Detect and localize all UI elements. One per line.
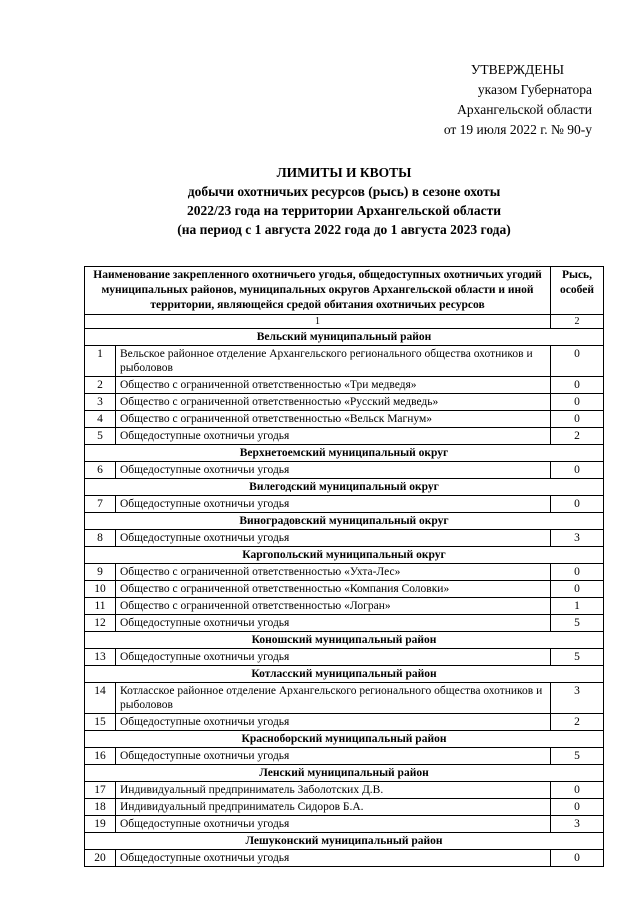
row-value: 3 xyxy=(551,816,604,833)
row-number: 18 xyxy=(85,799,116,816)
column-number-1: 1 xyxy=(85,315,551,329)
row-value: 5 xyxy=(551,615,604,632)
title-line-2: добычи охотничьих ресурсов (рысь) в сезоне охоты xyxy=(187,184,501,199)
row-number: 11 xyxy=(85,598,116,615)
table-row xyxy=(85,530,604,547)
table-header-row xyxy=(85,267,604,315)
table-row xyxy=(85,394,604,411)
row-number: 1 xyxy=(85,346,116,377)
row-number: 8 xyxy=(85,530,116,547)
region-row xyxy=(85,666,604,683)
row-value: 0 xyxy=(551,496,604,513)
region-name: Вельский муниципальный район xyxy=(85,329,604,346)
row-number: 4 xyxy=(85,411,116,428)
row-name: Индивидуальный предприниматель Заболотских Д.В. xyxy=(116,782,551,799)
table-row xyxy=(85,782,604,799)
row-value: 3 xyxy=(551,683,604,714)
table-row xyxy=(85,748,604,765)
title-line-1: ЛИМИТЫ И КВОТЫ xyxy=(276,165,412,180)
row-value: 1 xyxy=(551,598,604,615)
row-number: 17 xyxy=(85,782,116,799)
region-name: Лешуконский муниципальный район xyxy=(85,833,604,850)
row-number: 12 xyxy=(85,615,116,632)
row-name: Общедоступные охотничьи угодья xyxy=(116,714,551,731)
row-name: Общедоступные охотничьи угодья xyxy=(116,428,551,445)
table-row xyxy=(85,377,604,394)
row-name: Общедоступные охотничьи угодья xyxy=(116,649,551,666)
region-name: Каргопольский муниципальный округ xyxy=(85,547,604,564)
table-row xyxy=(85,683,604,714)
row-value: 0 xyxy=(551,462,604,479)
region-row xyxy=(85,513,604,530)
approval-line-decree: указом Губернатора xyxy=(477,82,592,97)
row-name: Общедоступные охотничьи угодья xyxy=(116,816,551,833)
row-name: Общество с ограниченной ответственностью «Логран» xyxy=(116,598,551,615)
approval-line-date: от 19 июля 2022 г. № 90-у xyxy=(443,122,592,137)
approval-line-region: Архангельской области xyxy=(457,102,592,117)
row-value: 2 xyxy=(551,714,604,731)
row-number: 2 xyxy=(85,377,116,394)
row-value: 0 xyxy=(551,346,604,377)
table-row xyxy=(85,564,604,581)
region-row xyxy=(85,632,604,649)
row-value: 3 xyxy=(551,530,604,547)
row-name: Общество с ограниченной ответственностью «Компания Соловки» xyxy=(116,581,551,598)
header-value: Рысь, особей xyxy=(551,267,604,315)
row-number: 10 xyxy=(85,581,116,598)
row-value: 0 xyxy=(551,850,604,867)
row-value: 2 xyxy=(551,428,604,445)
row-number: 5 xyxy=(85,428,116,445)
quota-table xyxy=(84,266,604,867)
region-name: Виноградовский муниципальный округ xyxy=(85,513,604,530)
region-row xyxy=(85,445,604,462)
region-name: Коношский муниципальный район xyxy=(85,632,604,649)
region-row xyxy=(85,731,604,748)
table-row xyxy=(85,649,604,666)
row-name: Общество с ограниченной ответственностью «Ухта-Лес» xyxy=(116,564,551,581)
row-name: Общедоступные охотничьи угодья xyxy=(116,496,551,513)
row-number: 19 xyxy=(85,816,116,833)
table-row xyxy=(85,581,604,598)
row-value: 0 xyxy=(551,377,604,394)
table-row xyxy=(85,346,604,377)
row-name: Общедоступные охотничьи угодья xyxy=(116,530,551,547)
region-name: Котласский муниципальный район xyxy=(85,666,604,683)
row-name: Котласское районное отделение Архангельского регионального общества охотников и рыболовов xyxy=(116,683,551,714)
region-row xyxy=(85,833,604,850)
table-row xyxy=(85,714,604,731)
table-body xyxy=(85,329,604,867)
row-value: 0 xyxy=(551,799,604,816)
column-number-row xyxy=(85,315,604,329)
row-name: Индивидуальный предприниматель Сидоров Б.А. xyxy=(116,799,551,816)
row-name: Общедоступные охотничьи угодья xyxy=(116,615,551,632)
region-name: Вилегодский муниципальный округ xyxy=(85,479,604,496)
row-name: Общедоступные охотничьи угодья xyxy=(116,748,551,765)
row-value: 0 xyxy=(551,564,604,581)
row-name: Общедоступные охотничьи угодья xyxy=(116,850,551,867)
table-row xyxy=(85,411,604,428)
row-number: 16 xyxy=(85,748,116,765)
column-number-2: 2 xyxy=(551,315,604,329)
row-name: Вельское районное отделение Архангельского регионального общества охотников и рыболовов xyxy=(116,346,551,377)
table-row xyxy=(85,496,604,513)
region-name: Ленский муниципальный район xyxy=(85,765,604,782)
row-name: Общество с ограниченной ответственностью «Русский медведь» xyxy=(116,394,551,411)
row-value: 5 xyxy=(551,649,604,666)
row-value: 0 xyxy=(551,581,604,598)
row-value: 0 xyxy=(551,394,604,411)
table-row xyxy=(85,428,604,445)
table-row xyxy=(85,850,604,867)
region-row xyxy=(85,329,604,346)
row-number: 15 xyxy=(85,714,116,731)
row-value: 5 xyxy=(551,748,604,765)
approval-block xyxy=(372,60,592,140)
document-title xyxy=(84,163,604,239)
table-row xyxy=(85,816,604,833)
region-row xyxy=(85,547,604,564)
row-value: 0 xyxy=(551,411,604,428)
row-value: 0 xyxy=(551,782,604,799)
table-row xyxy=(85,598,604,615)
table-row xyxy=(85,462,604,479)
row-name: Общедоступные охотничьи угодья xyxy=(116,462,551,479)
table-row xyxy=(85,615,604,632)
region-name: Верхнетоемский муниципальный округ xyxy=(85,445,604,462)
row-number: 6 xyxy=(85,462,116,479)
region-row xyxy=(85,479,604,496)
title-line-3: 2022/23 года на территории Архангельской области xyxy=(186,203,502,218)
region-name: Красноборский муниципальный район xyxy=(85,731,604,748)
row-number: 20 xyxy=(85,850,116,867)
region-row xyxy=(85,765,604,782)
row-name: Общество с ограниченной ответственностью «Вельск Магнум» xyxy=(116,411,551,428)
approval-line-approved: УТВЕРЖДЕНЫ xyxy=(470,62,564,77)
row-number: 14 xyxy=(85,683,116,714)
table-row xyxy=(85,799,604,816)
header-name: Наименование закрепленного охотничьего угодья, общедоступных охотничьих угодий муниципальных районов, муниципальных округов Архангельской области и иной территории, являющейся средой обитания охотничьих ресурсов xyxy=(85,267,551,315)
row-number: 7 xyxy=(85,496,116,513)
row-number: 9 xyxy=(85,564,116,581)
row-name: Общество с ограниченной ответственностью «Три медведя» xyxy=(116,377,551,394)
row-number: 3 xyxy=(85,394,116,411)
row-number: 13 xyxy=(85,649,116,666)
title-line-4: (на период с 1 августа 2022 года до 1 августа 2023 года) xyxy=(177,222,511,237)
